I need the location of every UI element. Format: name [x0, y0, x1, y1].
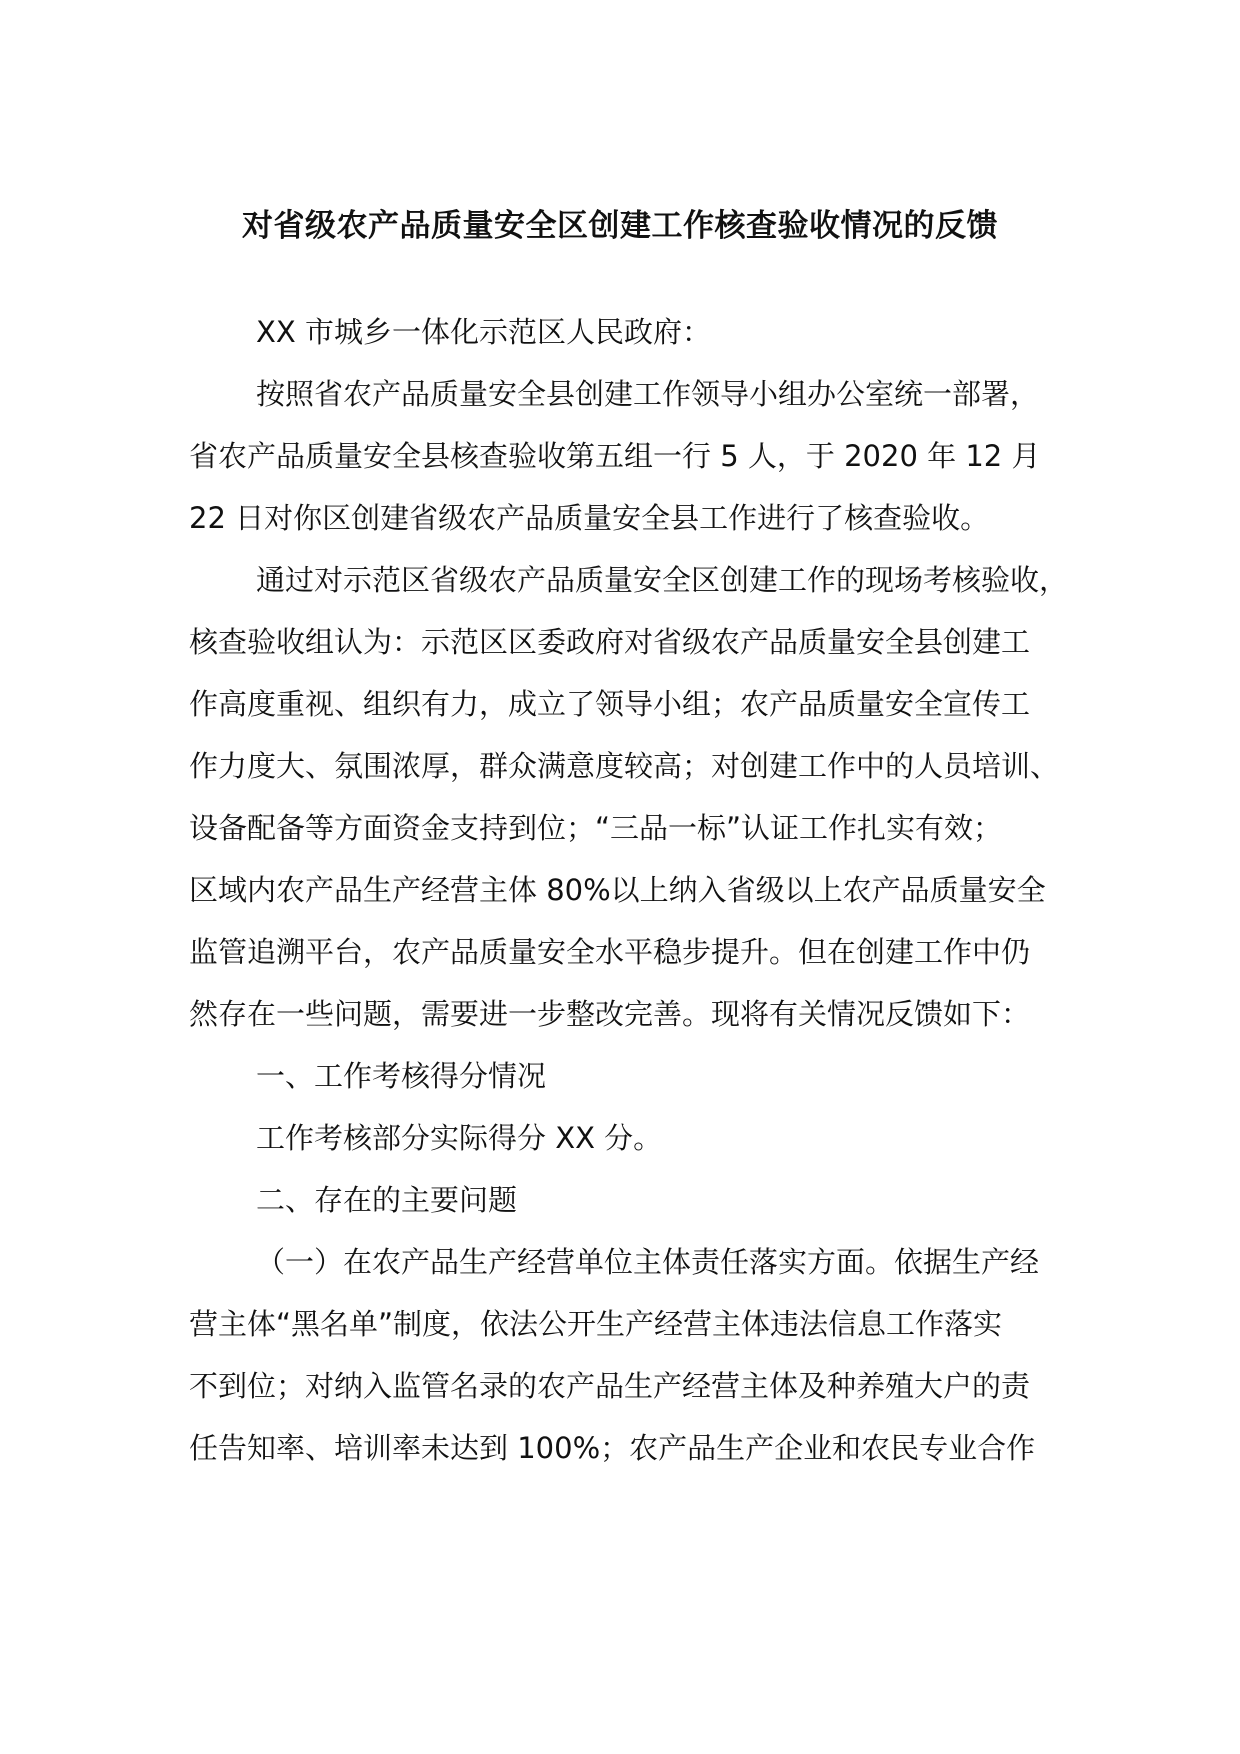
- section-heading: 二、存在的主要问题: [256, 1183, 518, 1217]
- paragraph-line: 区域内农产品生产经营主体 80%以上纳入省级以上农产品质量安全: [189, 873, 1046, 907]
- paragraph-line: 监管追溯平台，农产品质量安全水平稳步提升。但在创建工作中仍: [189, 935, 1031, 969]
- paragraph-line: 按照省农产品质量安全县创建工作领导小组办公室统一部署，: [256, 377, 1040, 411]
- paragraph-line: 然存在一些问题，需要进一步整改完善。现将有关情况反馈如下：: [189, 997, 1031, 1031]
- paragraph-line: 核查验收组认为：示范区区委政府对省级农产品质量安全县创建工: [189, 625, 1031, 659]
- paragraph-line: 通过对示范区省级农产品质量安全区创建工作的现场考核验收，: [256, 563, 1069, 597]
- paragraph-line: 任告知率、培训率未达到 100%；农产品生产企业和农民专业合作: [189, 1431, 1036, 1465]
- paragraph-line: 工作考核部分实际得分 XX 分。: [256, 1121, 663, 1155]
- paragraph-line: 作力度大、氛围浓厚，群众满意度较高；对创建工作中的人员培训、: [189, 749, 1060, 783]
- salutation: XX 市城乡一体化示范区人民政府：: [256, 315, 711, 349]
- document-title: 对省级农产品质量安全区创建工作核查验收情况的反馈: [242, 208, 998, 244]
- paragraph-line: 营主体“黑名单”制度，依法公开生产经营主体违法信息工作落实: [189, 1307, 1003, 1341]
- paragraph-line: 设备配备等方面资金支持到位；“三品一标”认证工作扎实有效；: [189, 811, 1003, 845]
- paragraph-line: 省农产品质量安全县核查验收第五组一行 5 人，于 2020 年 12 月: [189, 439, 1041, 473]
- section-heading: 一、工作考核得分情况: [256, 1059, 547, 1093]
- paragraph-line: （一）在农产品生产经营单位主体责任落实方面。依据生产经: [256, 1245, 1040, 1279]
- paragraph-line: 不到位；对纳入监管名录的农产品生产经营主体及种养殖大户的责: [189, 1369, 1031, 1403]
- paragraph-line: 作高度重视、组织有力，成立了领导小组；农产品质量安全宣传工: [189, 687, 1031, 721]
- paragraph-line: 22 日对你区创建省级农产品质量安全县工作进行了核查验收。: [189, 501, 990, 535]
